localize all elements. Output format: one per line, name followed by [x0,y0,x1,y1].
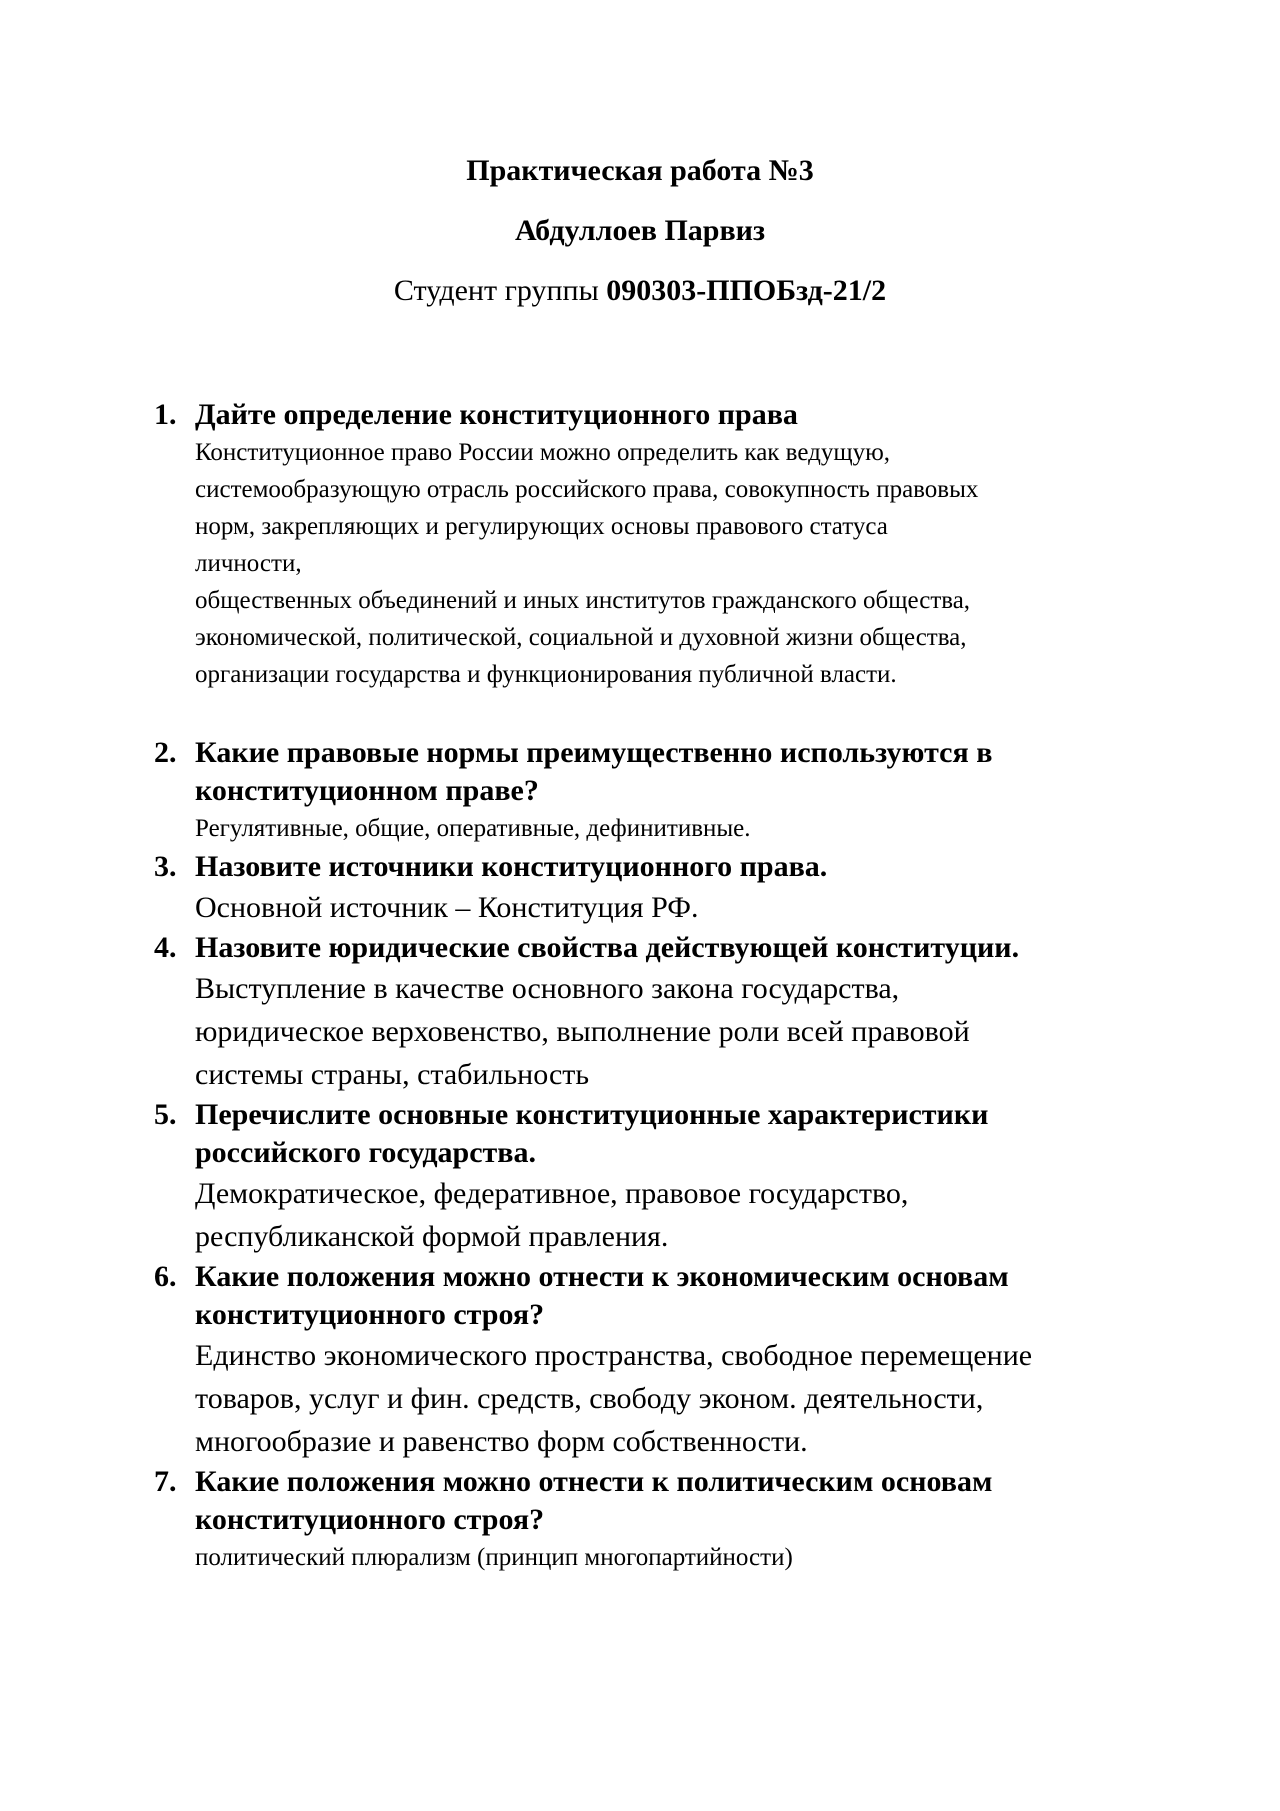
author-name: Абдуллоев Парвиз [514,214,766,247]
answer-line: республиканской формой правления. [195,1220,669,1253]
list-item [154,396,1194,693]
question-line: конституционного строя? [195,1503,545,1536]
list-item [154,1463,1194,1576]
page-title: Практическая работа №3 [466,154,814,187]
question-line: конституционном праве? [195,774,539,807]
answer-line: Основной источник – Конституция РФ. [195,891,699,924]
list-item [154,848,1194,929]
question-line: Какие положения можно отнести к экономическим основам [195,1260,1009,1293]
answer-line: системообразующую отрасль российского права, совокупность правовых [195,476,979,503]
answer-line: системы страны, стабильность [195,1058,590,1091]
item-answer [195,1539,1194,1576]
item-answer [195,434,1194,693]
item-answer [195,967,1194,1096]
item-question [195,734,1194,810]
item-number: 5. [154,1098,177,1131]
answer-line: политический плюрализм (принцип многопартийности) [195,1544,793,1571]
item-number: 4. [154,931,177,964]
item-number: 1. [154,398,177,431]
question-line: российского государства. [195,1136,536,1169]
answer-line: многообразие и равенство форм собственности. [195,1425,808,1458]
questions-list [154,396,1194,1576]
list-item [154,929,1194,1096]
group-line [0,274,1280,308]
item-question: Назовите юридические свойства действующей конституции. [195,931,1020,964]
answer-line: организации государства и функционирования публичной власти. [195,661,897,688]
item-question: Назовите источники конституционного права. [195,850,828,883]
item-number: 7. [154,1465,177,1498]
question-line: Какие правовые нормы преимущественно используются в [195,736,993,769]
answer-line: Выступление в качестве основного закона государства, [195,972,900,1005]
list-item [154,1096,1194,1258]
question-line: Какие положения можно отнести к политическим основам [195,1465,993,1498]
group-label: Студент группы [393,274,607,307]
item-answer [195,1172,1194,1258]
item-number: 6. [154,1260,177,1293]
list-item [154,1258,1194,1463]
answer-line: Демократическое, федеративное, правовое государство, [195,1177,909,1210]
answer-line: Конституционное право России можно определить как ведущую, [195,439,891,466]
answer-line: Регулятивные, общие, оперативные, дефинитивные. [195,815,751,842]
item-answer [195,886,1194,929]
item-question [195,1096,1194,1172]
item-question [195,1463,1194,1539]
answer-line: норм, закрепляющих и регулирующих основы правового статуса [195,513,888,540]
group-code: 090303-ППОБзд-21/2 [606,274,887,307]
question-line: конституционного строя? [195,1298,545,1331]
item-number: 2. [154,736,177,769]
list-item [154,734,1194,848]
answer-line: юридическое верховенство, выполнение роли всей правовой [195,1015,970,1048]
item-number: 3. [154,850,177,883]
item-question [195,1258,1194,1334]
item-answer [195,810,1194,848]
answer-line: товаров, услуг и фин. средств, свободу эконом. деятельности, [195,1382,984,1415]
item-question: Дайте определение конституционного права [195,398,798,431]
answer-line: экономической, политической, социальной и духовной жизни общества, [195,624,967,651]
question-line: Перечислите основные конституционные характеристики [195,1098,989,1131]
answer-line: общественных объединений и иных институтов гражданского общества, [195,587,971,614]
item-answer [195,1334,1194,1463]
answer-line: Единство экономического пространства, свободное перемещение [195,1339,1033,1372]
answer-line: личности, [195,550,302,577]
